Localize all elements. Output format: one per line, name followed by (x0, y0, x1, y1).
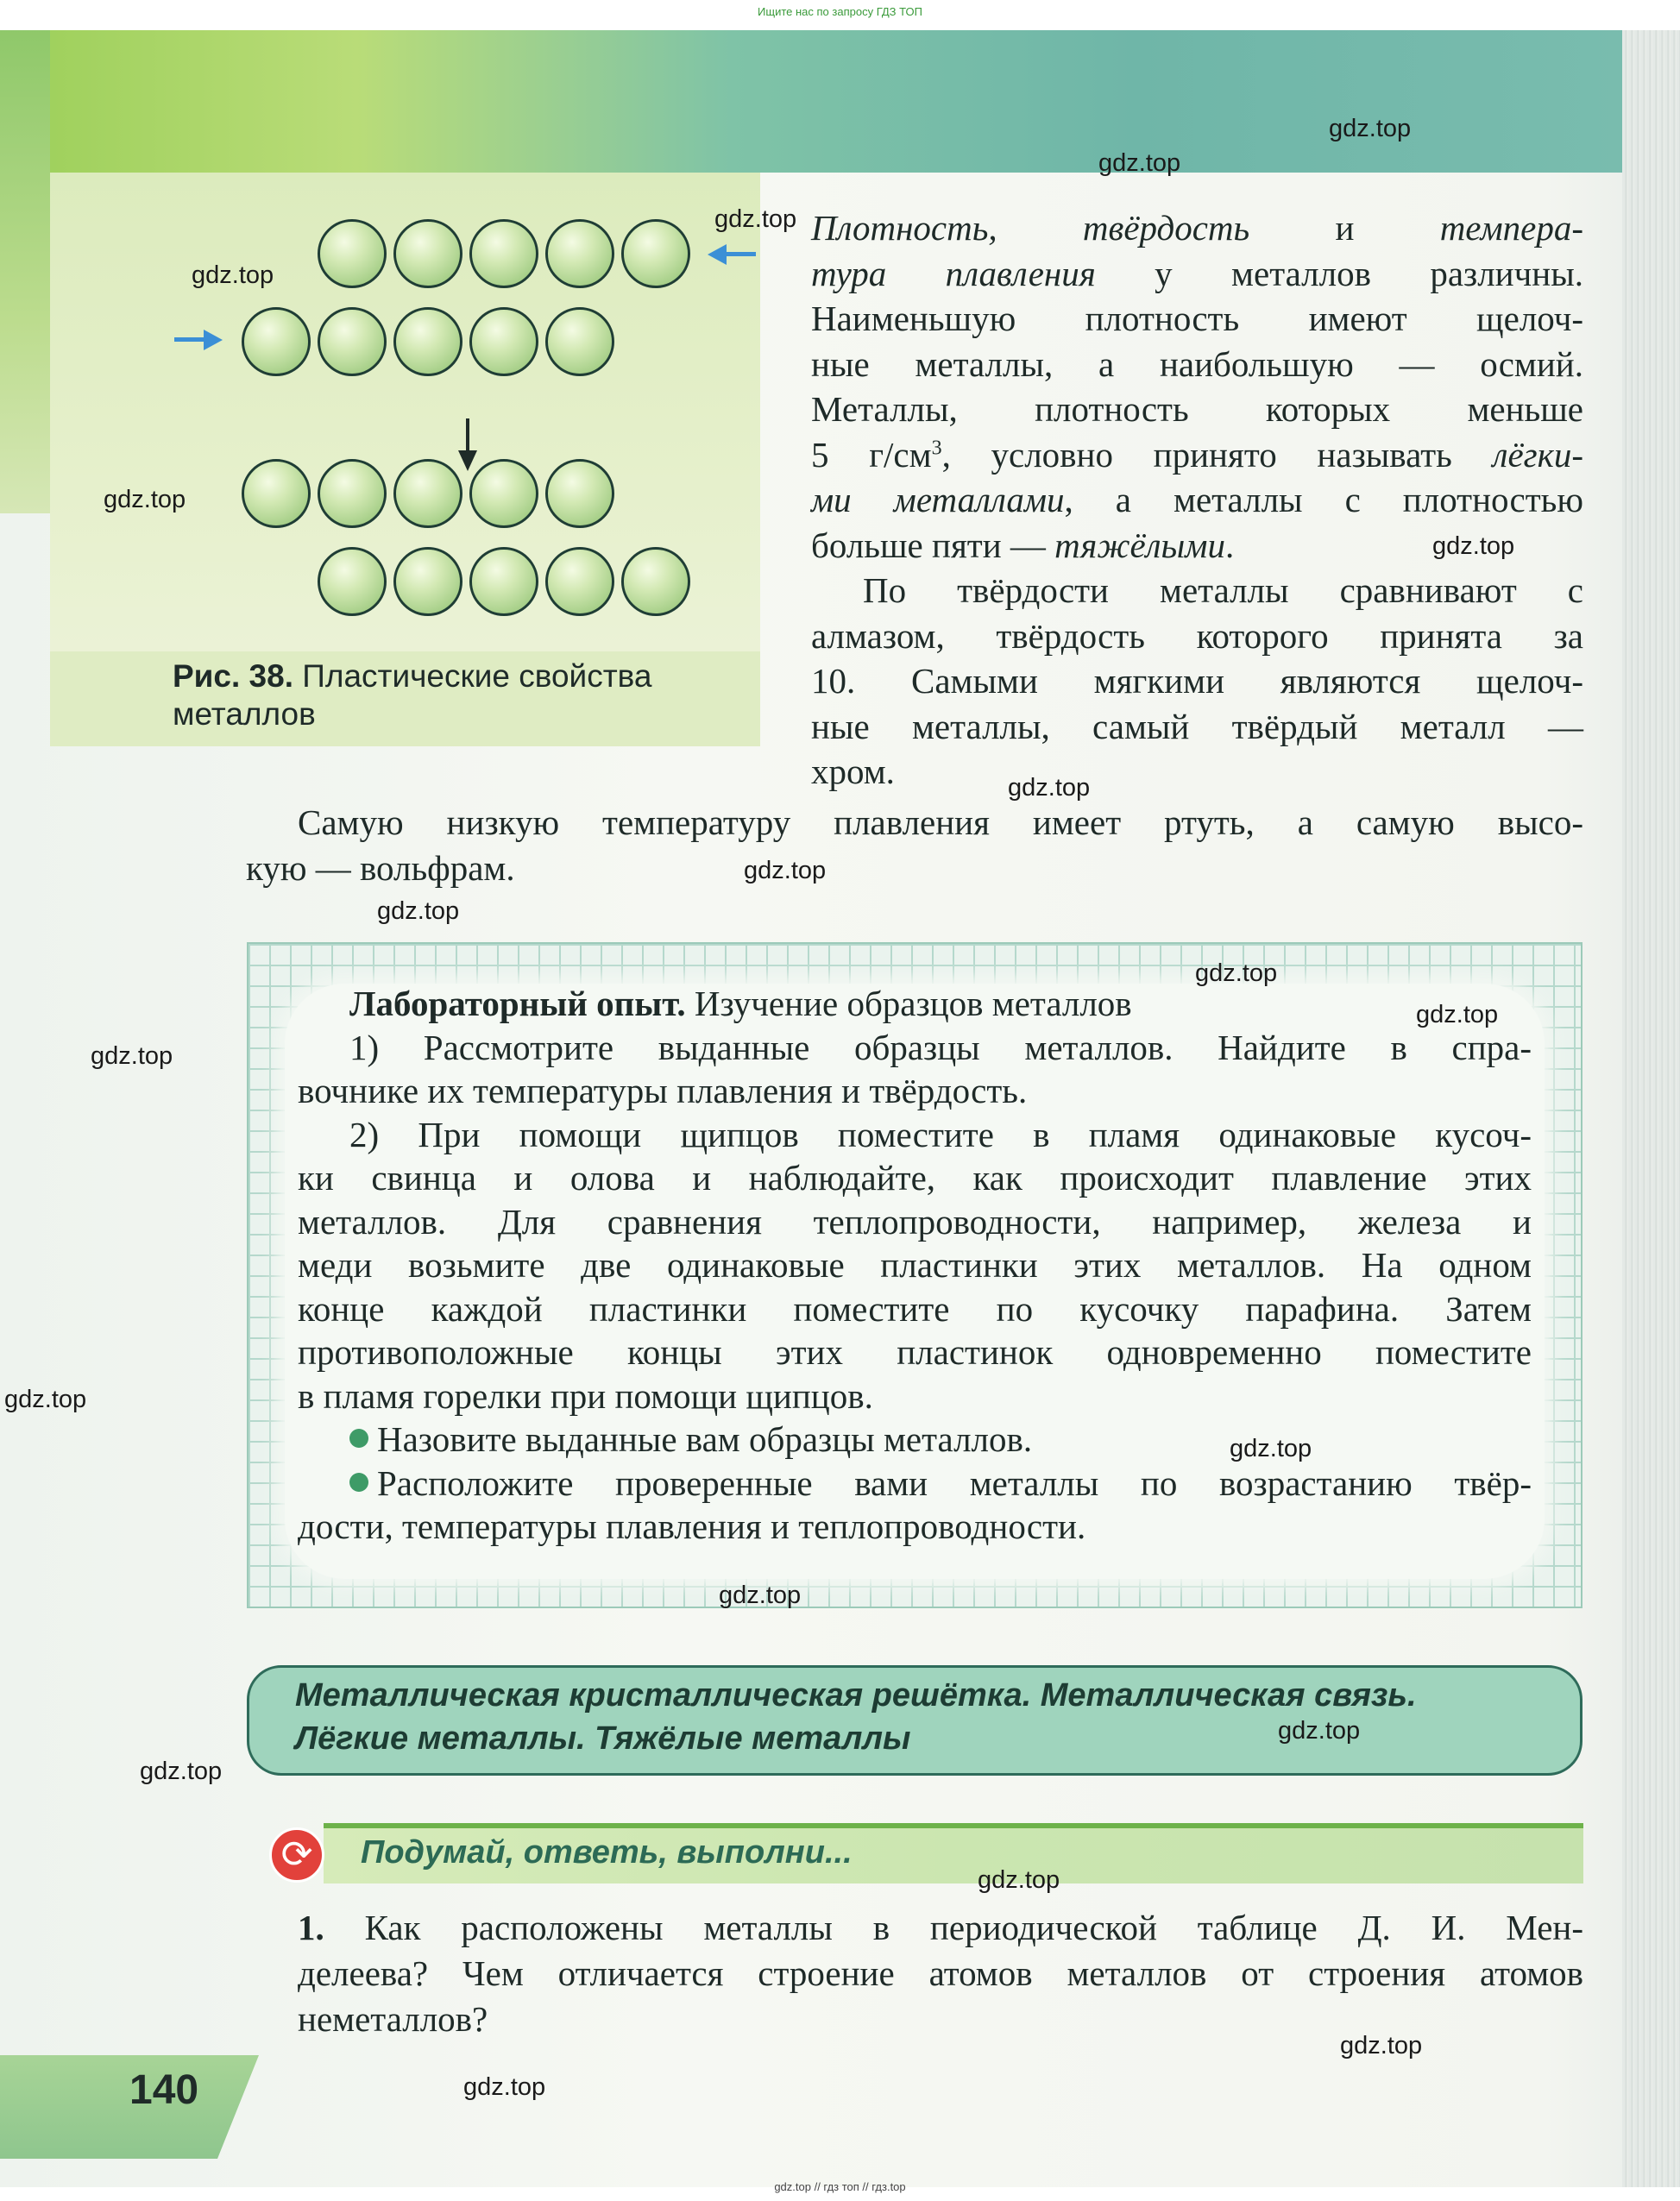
atom-sphere (318, 459, 387, 528)
text-line: ные металлы, самый твёрдый металл — (811, 706, 1583, 746)
lab-title (298, 982, 1532, 1026)
text-fragment: больше пяти — (811, 525, 1055, 565)
top-decor-band (0, 30, 1622, 173)
superscript: 3 (931, 436, 942, 459)
watermark: gdz.top (744, 857, 827, 884)
figure-caption (173, 657, 759, 733)
page-number: 140 (129, 2067, 199, 2113)
term-italic: лёгки- (1492, 434, 1583, 475)
term-italic: темпера- (1439, 208, 1583, 248)
lab-bullet-2 (298, 1462, 1532, 1506)
watermark: gdz.top (1230, 1435, 1312, 1462)
melting-point-paragraph (246, 800, 1583, 890)
text-line: ные металлы, а наибольшую — осмий. (811, 343, 1583, 384)
watermark: gdz.top (1278, 1717, 1361, 1745)
lab-line: ки свинца и олова и наблюдайте, как происходит плавление этих (298, 1158, 1532, 1198)
figure-caption-text-1: Пластические свойства (302, 658, 652, 694)
watermark: gdz.top (1432, 532, 1515, 560)
figure-caption-text-2: металлов (173, 696, 316, 732)
lab-line: противоположные концы этих пластинок одновременно поместите (298, 1332, 1532, 1372)
footer-note: gdz.top // гдз топ // гдз.top (774, 2180, 906, 2193)
key-terms-line: Металлическая кристаллическая решётка. Металлическая связь. (295, 1677, 1417, 1714)
text-line (811, 477, 1583, 523)
atom-sphere (469, 547, 538, 616)
term-italic: Плотность, твёрдость (811, 208, 1250, 248)
question-line (298, 1905, 1583, 1951)
atom-sphere (545, 219, 614, 288)
lab-experiment-text (298, 982, 1532, 1549)
force-arrow-right-line (174, 337, 205, 342)
text-line (811, 205, 1583, 251)
term-italic: тяжёлыми (1054, 525, 1225, 565)
atom-sphere (393, 547, 462, 616)
lab-line: вочнике их температуры плавления и твёрдость. (298, 1071, 1028, 1110)
text-line: Самую низкую температуру плавления имеет ртуть, а самую высо- (298, 802, 1583, 842)
atom-sphere (545, 547, 614, 616)
text-line (811, 432, 1583, 478)
shift-arrow-line (466, 418, 469, 455)
page-spine (1622, 30, 1680, 2187)
question-number: 1. (298, 1908, 324, 1947)
text-line: По твёрдости металлы сравнивают с (863, 570, 1583, 610)
watermark: gdz.top (463, 2073, 546, 2101)
text-fragment: , а металлы с плотностью (1064, 480, 1583, 519)
lab-bullet-text: Расположите проверенные вами металлы по возрастанию твёр- (377, 1462, 1532, 1503)
text-line: Металлы, плотность которых меньше (811, 389, 1583, 429)
atom-sphere (469, 307, 538, 376)
text-line: алмазом, твёрдость которого принята за (811, 615, 1583, 656)
question-line: делеева? Чем отличается строение атомов металлов от строения атомов (298, 1953, 1583, 1993)
term-italic: тура плавления (811, 253, 1096, 293)
watermark: gdz.top (1340, 2032, 1423, 2060)
atom-sphere (545, 459, 614, 528)
atom-sphere (469, 459, 538, 528)
bullet-icon (349, 1429, 368, 1448)
force-arrow-right-icon (204, 330, 223, 350)
text-fragment: , условно принято называть (941, 434, 1493, 475)
key-terms-text (295, 1674, 1555, 1760)
term-italic: ми металлами (811, 480, 1065, 519)
header-note: Ищите нас по запросу ГДЗ ТОП (758, 5, 922, 18)
bullet-icon (349, 1473, 368, 1492)
lab-bullet-1 (298, 1418, 1532, 1462)
key-terms-line: Лёгкие металлы. Тяжёлые металлы (295, 1720, 911, 1757)
atom-sphere (318, 307, 387, 376)
lab-title-rest: Изучение образцов металлов (685, 984, 1132, 1023)
force-arrow-left-line (725, 252, 756, 256)
atom-sphere (393, 459, 462, 528)
text-fragment: у металлов различны. (1095, 253, 1583, 293)
right-column-text (811, 205, 1583, 795)
atom-sphere (621, 547, 690, 616)
watermark: gdz.top (719, 1582, 802, 1609)
lab-line: в пламя горелки при помощи щипцов. (298, 1375, 873, 1416)
atom-sphere (469, 219, 538, 288)
question-1 (298, 1905, 1583, 2042)
lab-line: дости, температуры плавления и теплопроводности. (298, 1506, 1086, 1546)
watermark: gdz.top (104, 486, 186, 513)
watermark: gdz.top (1098, 149, 1181, 177)
watermark: gdz.top (1195, 959, 1278, 987)
atom-sphere (621, 219, 690, 288)
watermark: gdz.top (1416, 1001, 1499, 1028)
text-fragment: 5 г/см (811, 434, 932, 475)
atom-sphere (318, 547, 387, 616)
text-fragment: и (1249, 208, 1440, 248)
watermark: gdz.top (714, 205, 797, 233)
text-line: 10. Самыми мягкими являются щелоч- (811, 661, 1583, 701)
watermark: gdz.top (978, 1866, 1060, 1894)
lab-line: 2) При помощи щипцов поместите в пламя одинаковые кусоч- (349, 1114, 1532, 1154)
shift-arrow-down-icon (458, 450, 477, 471)
lab-line: конце каждой пластинки поместите по кусочку парафина. Затем (298, 1288, 1532, 1329)
atom-sphere (242, 307, 311, 376)
watermark: gdz.top (192, 261, 274, 289)
question-line: неметаллов? (298, 1999, 488, 2039)
text-fragment: . (1224, 525, 1235, 565)
lab-line: 1) Рассмотрите выданные образцы металлов. Найдите в спра- (349, 1027, 1532, 1067)
text-line: Наименьшую плотность имеют щелоч- (811, 299, 1583, 338)
force-arrow-left-icon (708, 244, 727, 265)
atom-sphere (545, 307, 614, 376)
watermark: gdz.top (377, 897, 460, 925)
text-line: хром. (811, 751, 895, 791)
lab-line: меди возьмите две одинаковые пластинки этих металлов. На одном (298, 1245, 1532, 1285)
atom-sphere (393, 219, 462, 288)
think-section-title: Подумай, ответь, выполни... (361, 1834, 853, 1871)
atom-sphere (393, 307, 462, 376)
text-line (811, 251, 1583, 297)
lab-title-bold: Лабораторный опыт. (349, 984, 686, 1023)
refresh-arrows-icon: ⟳ (269, 1827, 324, 1883)
watermark: gdz.top (1008, 774, 1091, 802)
lab-line: металлов. Для сравнения теплопроводности, например, железа и (298, 1201, 1532, 1242)
lab-bullet-text: Назовите выданные вам образцы металлов. (377, 1419, 1033, 1459)
figure-caption-number: Рис. 38. (173, 658, 293, 694)
atom-sphere (242, 459, 311, 528)
question-text: Как расположены металлы в периодической таблице Д. И. Мен- (324, 1908, 1583, 1947)
text-line: кую — вольфрам. (246, 847, 515, 888)
watermark: gdz.top (1329, 115, 1412, 142)
watermark: gdz.top (4, 1386, 87, 1413)
watermark: gdz.top (140, 1758, 223, 1785)
watermark: gdz.top (91, 1042, 173, 1070)
atom-sphere (318, 219, 387, 288)
left-decor-edge (0, 30, 50, 513)
